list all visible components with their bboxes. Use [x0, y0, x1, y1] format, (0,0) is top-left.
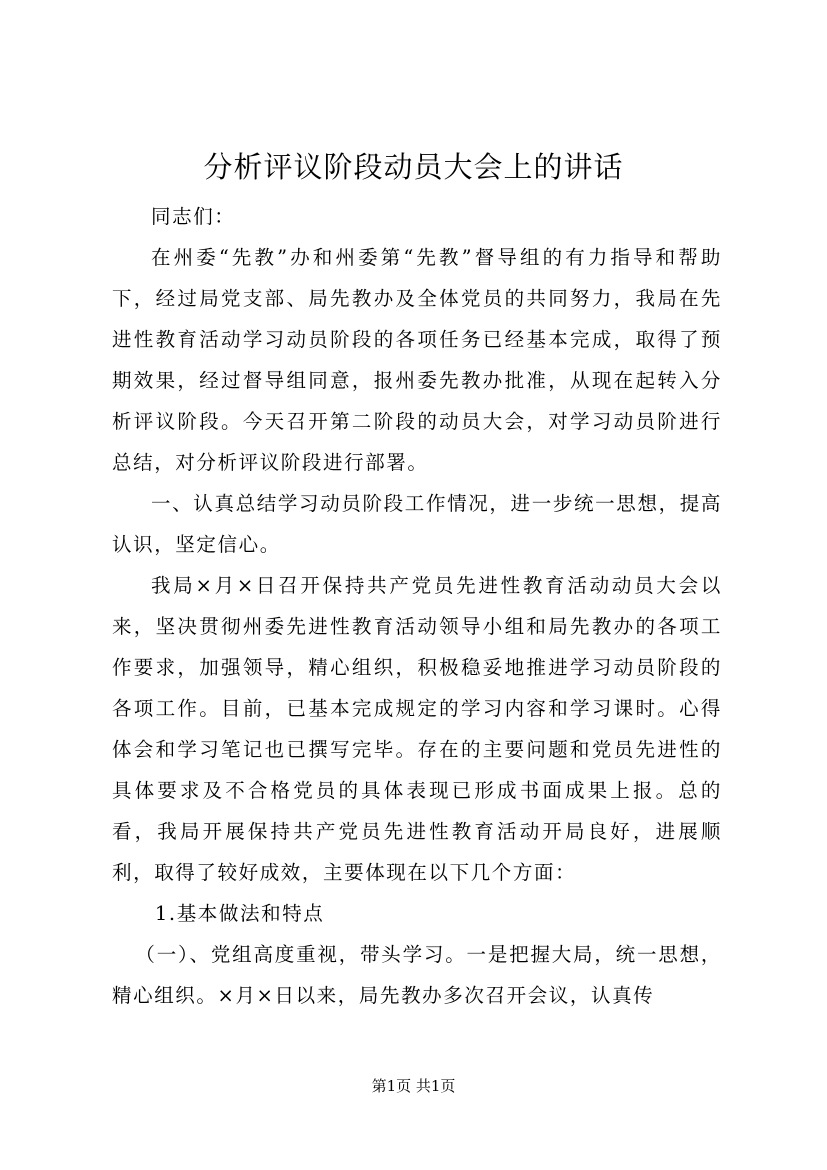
- salutation: 同志们：: [151, 205, 236, 228]
- paragraph-summary: 我局×月×日召开保持共产党员先进性教育活动动员大会以来，坚决贯彻州委先进性教育活动领导小组和局先教办的各项工作要求，加强领导，精心组织，积极稳妥地推进学习动员阶段的各项工作。目前，已基本完成规定的学习内容和学习课时。心得体会和学习笔记也已撰写完毕。存在的主要问题和党员先进性的具体要求及不合格党员的具体表现已形成书面成果上报。总的看，我局开展保持共产党员先进性教育活动开局良好，进展顺利，取得了较好成效，主要体现在以下几个方面：: [112, 574, 722, 884]
- subheading: 1.基本做法和特点: [154, 902, 325, 925]
- paragraph-item-one: （一）、党组高度重视，带头学习。一是把握大局，统一思想，精心组织。×月×日以来，局先教办多次召开会议，认真传: [112, 943, 722, 1007]
- section-heading: 一、认真总结学习动员阶段工作情况，进一步统一思想，提高认识，坚定信心。: [112, 492, 722, 556]
- paragraph-intro: 在州委“先教”办和州委第“先教”督导组的有力指导和帮助下，经过局党支部、局先教办及全体党员的共同努力，我局在先进性教育活动学习动员阶段的各项任务已经基本完成，取得了预期效果，经过督导组同意，报州委先教办批准，从现在起转入分析评议阶段。今天召开第二阶段的动员大会，对学习动员阶进行总结，对分析评议阶段进行部署。: [112, 246, 722, 474]
- document-body: [112, 196, 722, 1016]
- document-title: 分析评议阶段动员大会上的讲话: [203, 150, 624, 184]
- page-footer: 第1页 共1页: [371, 1077, 456, 1095]
